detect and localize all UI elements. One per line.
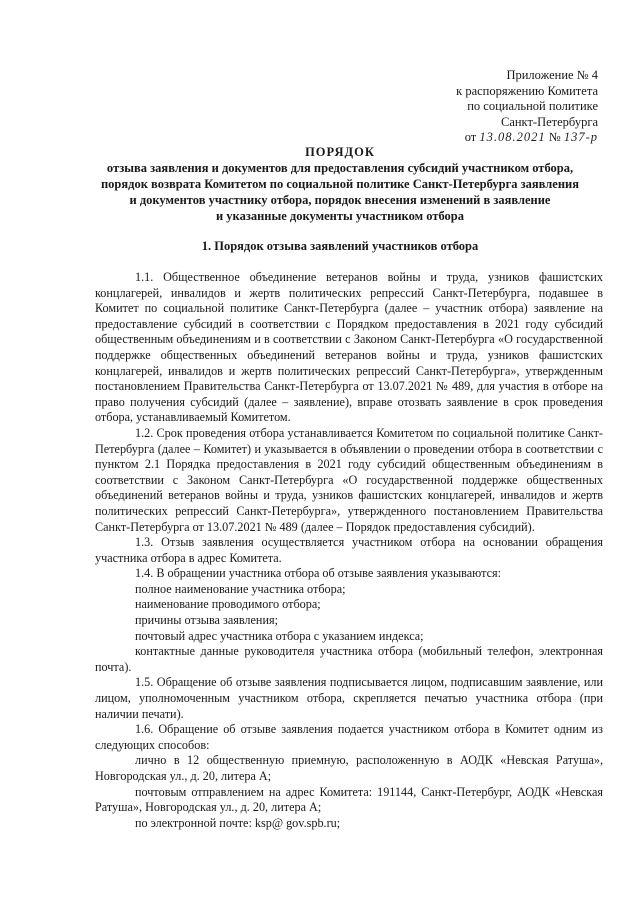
date-prefix: от	[464, 130, 477, 144]
title-line: и указанные документы участником отбора	[215, 209, 465, 223]
paragraph-1-1: 1.1. Общественное объединение ветеранов войны и труда, узников фашистских концлагерей, инвалидов и жертв политических репрессий Санкт-Петербурга, подавшее в Комитет по социальной политике Санкт-Петербурга (далее – участник отбора) заявление на предоставление субсидий в соответствии с Порядком предоставления в 2021 году субсидий общественным объединениям и в соответствии с Законом Санкт-Петербурга «О государственной поддержке общественных объединений ветеранов войны и труда, узников фашистских концлагерей, инвалидов и жертв политических репрессий Санкт-Петербурга», утвержденным постановлением Правительства Санкт-Петербурга от 13.07.2021 № 489, для участия в отборе на право получения субсидий (далее – заявление), вправе отозвать заявление в срок проведения отбора, устанавливаемый Комитетом.	[95, 270, 603, 425]
appendix-header	[378, 68, 598, 146]
paragraph-1-4: 1.4. В обращении участника отбора об отзыве заявления указываются:	[135, 566, 501, 581]
list-item: полное наименование участника отбора;	[135, 581, 346, 596]
appendix-line: Санкт-Петербурга	[500, 114, 598, 129]
document-title	[70, 144, 610, 224]
number-label: №	[548, 130, 561, 144]
title-line: отзыва заявления и документов для предоставления субсидий участником отбора,	[106, 161, 574, 175]
title-line: и документов участнику отбора, порядок внесения изменений в заявление	[129, 193, 551, 207]
document-body	[95, 270, 603, 831]
section-title: 1. Порядок отзыва заявлений участников отбора	[201, 239, 479, 253]
appendix-line: по социальной политике	[467, 99, 598, 113]
title-line: порядок возврата Комитетом по социальной политике Санкт-Петербурга заявления	[100, 177, 579, 191]
list-item: почтовым отправлением на адрес Комитета: 191144, Санкт-Петербург, АОДК «Невская Ратуша», Новгородская ул., д. 20, литера А;	[95, 784, 603, 815]
handwritten-number: 137-р	[563, 130, 598, 144]
list-item: причины отзыва заявления;	[135, 613, 278, 628]
list-item: почтовый адрес участника отбора с указанием индекса;	[135, 628, 424, 643]
paragraph-1-6: 1.6. Обращение об отзыве заявления подается участником отбора в Комитет одним из следующих способов:	[95, 722, 603, 752]
paragraph-1-5: 1.5. Обращение об отзыве заявления подписывается лицом, подписавшим заявление, или лицом, уполномоченным участником отбора, скрепляется печатью участника отбора (при наличии печати).	[95, 675, 603, 721]
handwritten-date: 13.08.2021	[479, 130, 546, 144]
appendix-line: Приложение № 4	[506, 68, 598, 82]
list-item: лично в 12 общественную приемную, расположенную в АОДК «Невская Ратуша», Новгородская ул., д. 20, литера А;	[95, 753, 603, 783]
list-item: наименование проводимого отбора;	[135, 597, 321, 612]
list-item: по электронной почте: ksp@ gov.spb.ru;	[135, 815, 341, 830]
title-heading: ПОРЯДОК	[305, 145, 375, 159]
paragraph-1-3: 1.3. Отзыв заявления осуществляется участником отбора на основании обращения участника отбора в адрес Комитета.	[95, 535, 603, 565]
appendix-line: к распоряжению Комитета	[456, 83, 598, 98]
paragraph-1-2: 1.2. Срок проведения отбора устанавливается Комитетом по социальной политике Санкт-Петербурга (далее – Комитет) и указывается в объявлении о проведении отбора в соответствии с пунктом 2.1 Порядка предоставления в 2021 году субсидий общественным объединениям в соответствии с Законом Санкт-Петербурга «О государственной поддержке общественных объединений ветеранов войны и труда, узников фашистских концлагерей, инвалидов и жертв политических репрессий Санкт-Петербурга», утвержденного постановлением Правительства Санкт-Петербурга от 13.07.2021 № 489 (далее – Порядок предоставления субсидий).	[95, 425, 603, 534]
list-item: контактные данные руководителя участника отбора (мобильный телефон, электронная почта).	[95, 644, 603, 674]
